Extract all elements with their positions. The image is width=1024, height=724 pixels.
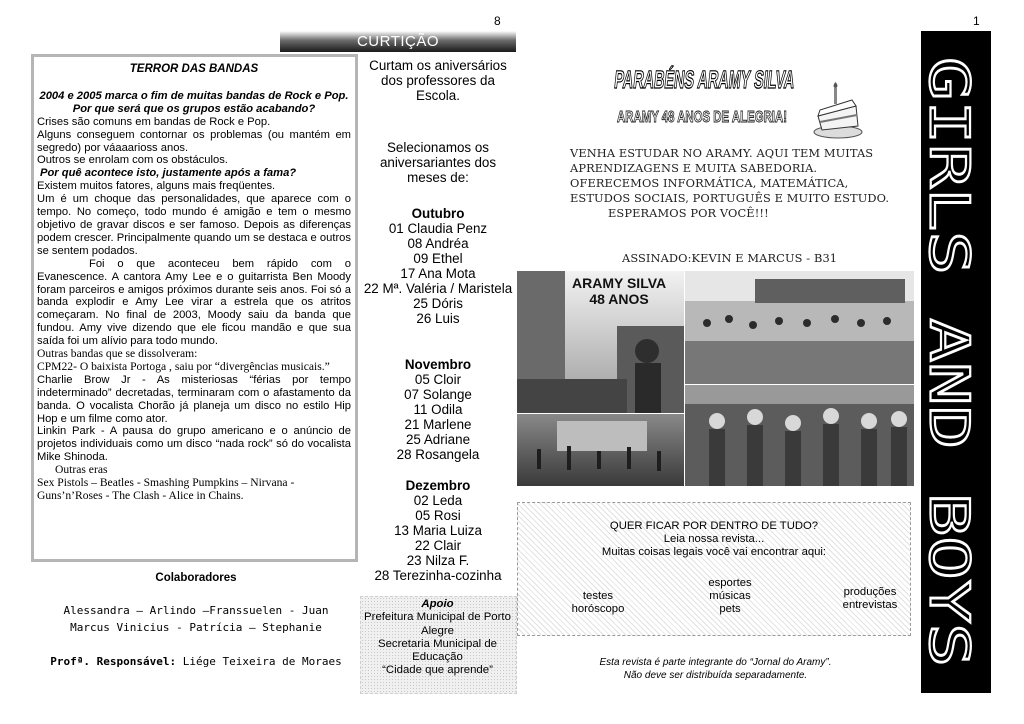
article-paragraph: Linkin Park - A pausa do grupo americano e o anúncio de projetos individuais como um disco “nada rock” só do vocalista Mike Shinoda. <box>37 425 351 464</box>
message-line: OFERECEMOS INFORMÁTICA, MATEMÁTICA, <box>570 176 849 190</box>
responsible-label: Profª. Responsável: <box>50 655 177 668</box>
promo-topic: produções <box>843 586 897 598</box>
birthday-entry: 02 Leda <box>413 493 463 508</box>
birthday-entry: 17 Ana Mota <box>400 266 476 281</box>
promo-line: QUER FICAR POR DENTRO DE TUDO? <box>609 520 819 532</box>
disclaimer-line: Não deve ser distribuída separadamente. <box>623 669 808 681</box>
vertical-title: GIRLS AND BOYS <box>917 57 981 513</box>
birthday-entry: 07 Solange <box>404 387 472 402</box>
promo-topic: entrevistas <box>842 599 898 611</box>
article-question-2: Por quê acontece isto, justamente após a fama? <box>40 167 297 180</box>
article-subtitle: 2004 e 2005 marca o fim de muitas bandas de Rock e Pop. <box>39 89 349 102</box>
article-paragraph: Outras eras <box>55 463 108 477</box>
curticao-title: CURTIÇÃO <box>356 33 440 50</box>
article-paragraph: Outros se enrolam com os obstáculos. <box>37 154 228 167</box>
article-paragraph: Crises são comuns em bandas de Rock e Pop. <box>37 115 271 128</box>
promo-topic: horóscopo <box>571 603 625 615</box>
birthday-entry: 01 Claudia Penz <box>388 221 488 236</box>
photo-caption-line: 48 ANOS <box>589 291 649 307</box>
apoio-line: “Cidade que aprende” <box>382 664 493 677</box>
curticao-intro: Curtam os aniversários dos professores da Escola. <box>369 58 507 103</box>
month-block-outubro <box>362 206 514 326</box>
page-number-left: 8 <box>494 14 501 28</box>
article-paragraph: Sex Pistols – Beatles - Smashing Pumpkins – Nirvana - Guns’n’Roses - The Clash - Alice in Chains. <box>37 476 295 502</box>
promo-topic: esportes <box>708 577 752 589</box>
responsible-name: Liége Teixeira de Moraes <box>176 655 342 668</box>
school-photo-collage <box>517 271 914 486</box>
vertical-title-graphic <box>917 31 991 693</box>
colaboradores-line: Marcus Vinicius - Patrícia – Stephanie <box>70 621 322 634</box>
birthday-entry: 22 Clair <box>414 538 462 553</box>
colaboradores-heading: Colaboradores <box>155 572 237 584</box>
month-name: Outubro <box>411 206 465 221</box>
promo-topics-col-1 <box>560 590 636 616</box>
promo-topics-col-3 <box>832 586 908 612</box>
month-name: Novembro <box>404 357 472 372</box>
curticao-intro-2: Selecionamos os aniversariantes dos meses de: <box>379 140 497 185</box>
responsible-teacher <box>31 655 361 668</box>
banner-subtitle: ARAMY 48 ANOS DE ALEGRIA! <box>617 109 787 126</box>
birthday-entry: 21 Marlene <box>404 417 472 432</box>
promo-heading <box>517 520 911 559</box>
promo-topic: testes <box>582 590 614 602</box>
article-title: TERROR DAS BANDAS <box>129 63 259 75</box>
birthday-entry: 25 Dóris <box>413 296 463 311</box>
birthday-banner <box>612 56 929 130</box>
promo-line: Muitas coisas legais você vai encontrar aqui: <box>601 546 827 558</box>
promo-topic: músicas <box>709 590 751 602</box>
birthday-entry: 26 Luis <box>416 311 460 326</box>
banner-graphic <box>612 56 929 130</box>
month-block-dezembro <box>362 478 514 583</box>
message-line: ESTUDOS SOCIAIS, PORTUGUÊS E MUITO ESTUDO. <box>570 191 890 205</box>
birthday-entry: 11 Odila <box>413 402 463 417</box>
message-line: VENHA ESTUDAR NO ARAMY. AQUI TEM MUITAS <box>570 146 874 160</box>
article-paragraph: CPM22- O baixista Portoga , saiu por “divergências musicais.” <box>37 359 330 373</box>
month-block-novembro <box>362 357 514 462</box>
article-paragraph: Alguns conseguem contornar os problemas (ou mantém em segredo) por váaaarioss anos. <box>37 128 351 154</box>
vertical-title-bar <box>917 31 991 693</box>
message-signature: ASSINADO:KEVIN E MARCUS - B31 <box>622 251 838 265</box>
promo-topic: pets <box>719 603 741 615</box>
banner-title: PARABÉNS ARAMY SILVA <box>613 66 929 94</box>
birthday-entry: 28 Rosangela <box>396 447 480 462</box>
birthday-entry: 22 Mª. Valéria / Maristela <box>363 281 513 296</box>
article-question-1: Por que será que os grupos estão acabando? <box>72 102 316 115</box>
birthday-entry: 05 Cloir <box>414 372 462 387</box>
birthday-entry: 08 Andréa <box>407 236 469 251</box>
apoio-line: Secretaria Municipal de Educação <box>377 637 498 664</box>
apoio-heading: Apoio <box>421 598 454 610</box>
cake-icon <box>812 82 864 140</box>
photo-caption <box>572 275 666 307</box>
article-box <box>31 54 358 562</box>
birthday-entry: 28 Terezinha-cozinha <box>374 568 502 583</box>
article-paragraph: Existem muitos fatores, alguns mais freqüentes. <box>37 180 276 193</box>
birthday-entry: 09 Ethel <box>413 251 463 266</box>
month-name: Dezembro <box>405 478 471 493</box>
apoio-text <box>360 598 515 678</box>
disclaimer-line: Esta revista é parte integrante do “Jornal do Aramy”. <box>599 657 832 668</box>
photo-caption-line: ARAMY SILVA <box>572 275 667 291</box>
birthday-entry: 13 Maria Luiza <box>394 523 482 538</box>
message-line: ESPERAMOS POR VOCÊ!!! <box>608 206 769 220</box>
apoio-line: Prefeitura Municipal de Porto Alegre <box>364 611 511 637</box>
article-paragraph: Charlie Brow Jr - As misteriosas “férias por tempo indeterminado” decretadas, terminaram com o afastamento da banda. O vocalista Chorão já planeja um disco no estilo Hip Hop e um filme como ator. <box>37 373 351 425</box>
article-paragraph: Foi o que aconteceu bem rápido com o Evanescence. A cantora Amy Lee e o guitarrista Ben Moody foram parceiros e amigos próximos durante seis anos. Foi só a banda explodir e Amy Lee virar a estrela que os atritos começaram. No final de 2003, Moody saiu da banda que fundou. Amy vive dizendo que ele ficou mandão e que sua saída foi um alívio para todo mundo. <box>37 257 351 348</box>
article-paragraph: Outras bandas que se dissolveram: <box>37 347 198 361</box>
birthday-entry: 05 Rosi <box>415 508 461 523</box>
birthday-entry: 25 Adriane <box>405 432 471 447</box>
promo-line: Leia nossa revista... <box>663 533 765 545</box>
disclaimer <box>517 657 914 682</box>
message-line: APRENDIZAGENS E MUITA SABEDORIA. <box>570 161 818 175</box>
colaboradores-line: Alessandra – Arlindo –Franssuelen - Juan <box>63 604 329 617</box>
article-paragraph: Um é um choque das personalidades, que aparece com o tempo. No começo, todo mundo é amigão e tem o mesmo objetivo de gravar discos e ser famoso. Depois as diferenças podem crescer. Principalmente quando um se destaca e outros se sentem podados. <box>37 193 351 257</box>
birthday-entry: 23 Nilza F. <box>406 553 470 568</box>
page-number-right: 1 <box>973 14 980 28</box>
promo-topics-col-2 <box>692 577 768 616</box>
